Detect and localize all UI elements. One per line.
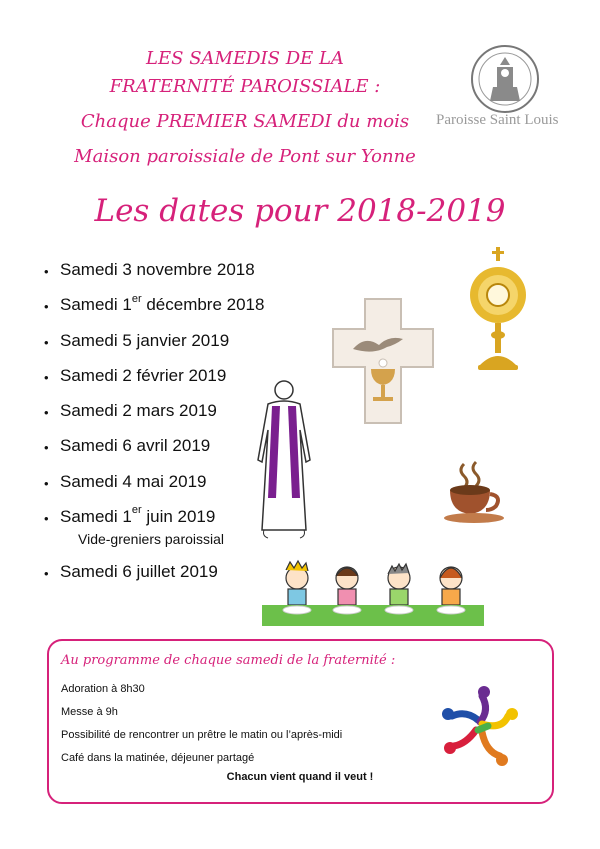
monstrance-icon — [466, 247, 530, 373]
date-item: • Samedi 1er décembre 2018 — [44, 290, 264, 325]
cross-icon — [333, 299, 433, 423]
date-item: • Samedi 2 mars 2019 — [44, 396, 264, 431]
date-item: • Samedi 2 février 2019 — [44, 361, 264, 396]
program-line: Possibilité de rencontrer un prêtre le matin ou l’après-midi — [61, 729, 343, 741]
program-line: Café dans la matinée, déjeuner partagé — [61, 752, 255, 764]
priest-icon — [246, 380, 322, 540]
header-line-3: Chaque PREMIER SAMEDI du mois — [80, 111, 410, 132]
coffee-cup-icon — [442, 460, 508, 524]
date-item: • Samedi 6 juillet 2019 — [44, 557, 264, 592]
page-title: Les dates pour 2018-2019 — [94, 193, 506, 229]
program-line: Messe à 9h — [61, 706, 118, 718]
parish-seal-icon — [469, 43, 541, 115]
parish-name: Paroisse Saint Louis — [436, 112, 559, 128]
header-line-2: FRATERNITÉ PAROISSIALE : — [109, 76, 381, 97]
date-item: • Samedi 1er juin 2019 — [44, 502, 264, 557]
header-line-4: Maison paroissiale de Pont sur Yonne — [74, 146, 416, 167]
children-table-icon — [262, 560, 484, 626]
date-item: • Samedi 4 mai 2019 — [44, 467, 264, 502]
date-item: • Samedi 6 avril 2019 — [44, 431, 264, 466]
program-title: Au programme de chaque samedi de la fraternité : — [61, 653, 396, 668]
date-item: • Samedi 3 novembre 2018 — [44, 255, 264, 290]
june-note: Vide-greniers paroissial — [78, 531, 225, 547]
date-item: • Samedi 5 janvier 2019 — [44, 326, 264, 361]
header-line-1: LES SAMEDIS DE LA — [146, 48, 344, 69]
unity-people-icon — [438, 686, 520, 768]
program-line: Adoration à 8h30 — [61, 683, 145, 695]
program-closing: Chacun vient quand il veut ! — [226, 771, 374, 783]
